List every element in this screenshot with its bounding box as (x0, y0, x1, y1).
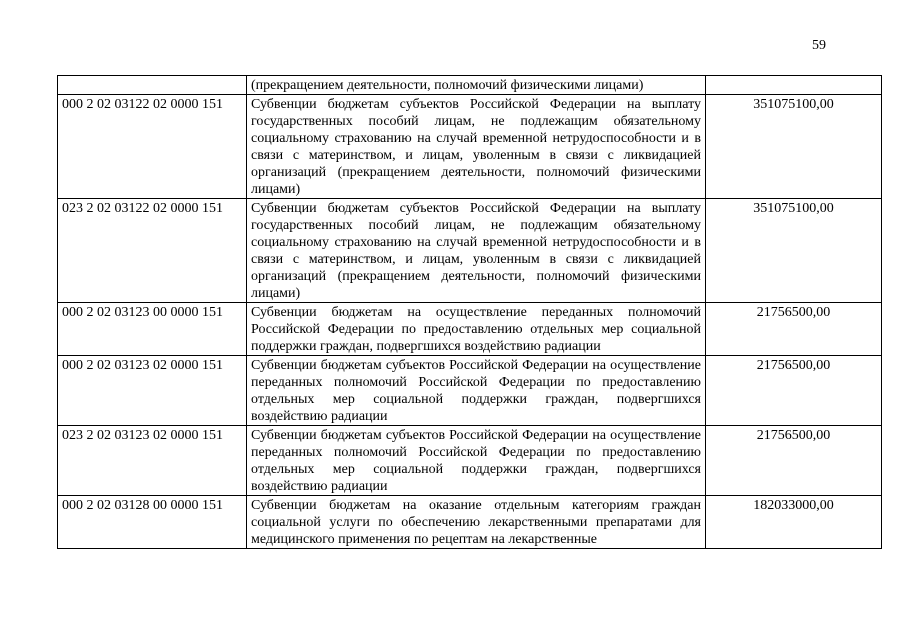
budget-code: 000 2 02 03128 00 0000 151 (58, 496, 247, 549)
amount-value (706, 76, 882, 95)
amount-value: 351075100,00 (706, 199, 882, 303)
table-row (58, 95, 882, 199)
amount-value: 21756500,00 (706, 356, 882, 426)
page-number: 59 (812, 38, 826, 53)
budget-code: 023 2 02 03122 02 0000 151 (58, 199, 247, 303)
budget-code: 023 2 02 03123 02 0000 151 (58, 426, 247, 496)
amount-value: 21756500,00 (706, 426, 882, 496)
budget-code (58, 76, 247, 95)
amount-value: 21756500,00 (706, 303, 882, 356)
income-description: Субвенции бюджетам субъектов Российской Федерации на осуществление переданных полномочий Российской Федерации по предоставлению отдельных мер социальной поддержки граждан, подвергшихся воздействию радиации (247, 356, 706, 426)
income-description: (прекращением деятельности, полномочий физическими лицами) (247, 76, 706, 95)
income-description: Субвенции бюджетам субъектов Российской Федерации на выплату государственных пособий лицам, не подлежащим обязательному социальному страхованию на случай временной нетрудоспособности и в связи с материнством, и лицам, уволенным в связи с ликвидацией организаций (прекращением деятельности, полномочий физическими лицами) (247, 95, 706, 199)
budget-code: 000 2 02 03123 00 0000 151 (58, 303, 247, 356)
budget-code: 000 2 02 03122 02 0000 151 (58, 95, 247, 199)
income-description: Субвенции бюджетам на осуществление переданных полномочий Российской Федерации по предоставлению отдельных мер социальной поддержки граждан, подвергшихся воздействию радиации (247, 303, 706, 356)
amount-value: 351075100,00 (706, 95, 882, 199)
income-description: Субвенции бюджетам на оказание отдельным категориям граждан социальной услуги по обеспечению лекарственными препаратами для медицинского применения по рецептам на лекарственные (247, 496, 706, 549)
income-description: Субвенции бюджетам субъектов Российской Федерации на выплату государственных пособий лицам, не подлежащим обязательному социальному страхованию на случай временной нетрудоспособности и в связи с материнством, и лицам, уволенным в связи с ликвидацией организаций (прекращением деятельности, полномочий физическими лицами) (247, 199, 706, 303)
table-row (58, 356, 882, 426)
budget-table (57, 75, 882, 549)
table-row (58, 496, 882, 549)
table-row (58, 199, 882, 303)
income-description: Субвенции бюджетам субъектов Российской Федерации на осуществление переданных полномочий Российской Федерации по предоставлению отдельных мер социальной поддержки граждан, подвергшихся воздействию радиации (247, 426, 706, 496)
budget-code: 000 2 02 03123 02 0000 151 (58, 356, 247, 426)
amount-value: 182033000,00 (706, 496, 882, 549)
table-row (58, 303, 882, 356)
table-row (58, 76, 882, 95)
table-row (58, 426, 882, 496)
